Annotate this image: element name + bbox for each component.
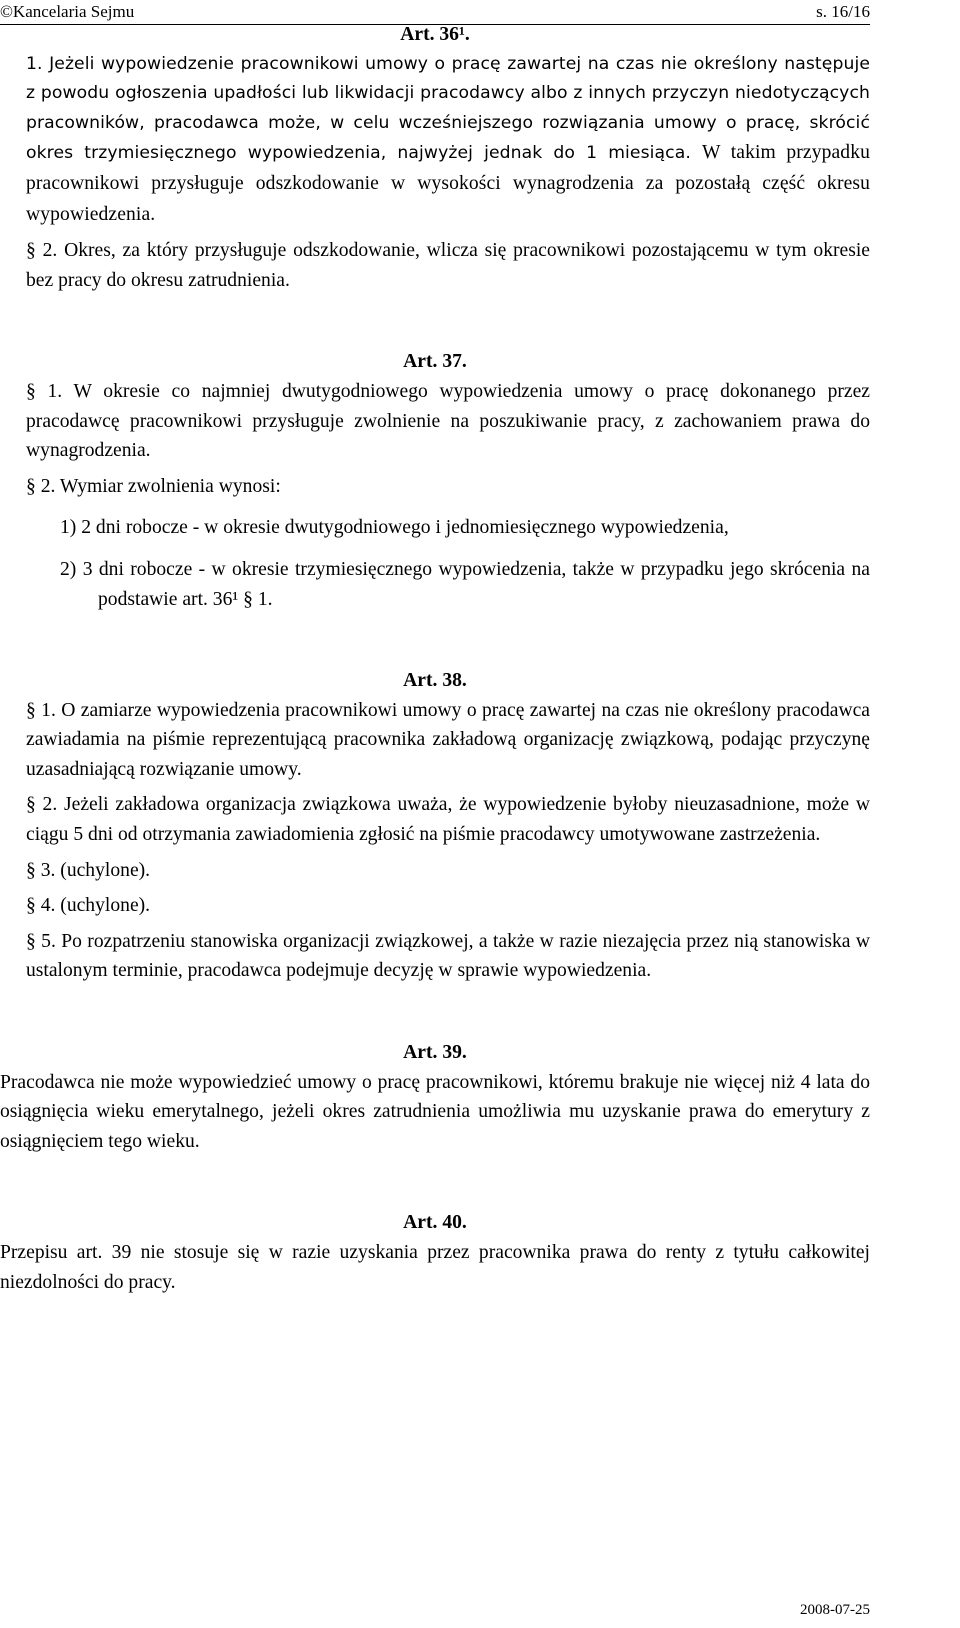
article-38-title: Art. 38. [403,670,467,692]
article-37-item-1: 1) 2 dni robocze - w okresie dwutygodniowego i jednomiesięcznego wypowiedzenia, [60,517,729,539]
article-40-title: Art. 40. [403,1212,467,1234]
article-40-text: Przepisu art. 39 nie stosuje się w razie uzyskania przez pracownika prawa do renty z tytułu całkowitej niezdolności do pracy. [0,1242,870,1293]
article-37-para-1: § 1. W okresie co najmniej dwutygodniowego wypowiedzenia umowy o pracę dokonanego przez pracodawcę pracownikowi przysługuje zwolnienie na poszukiwanie pracy, z zachowaniem prawa do wynagrodzenia. [26,380,870,462]
article-36-1-para-2: § 2. Okres, za który przysługuje odszkodowanie, wlicza się pracownikowi pozostającemu w tym okresie bez pracy do okresu zatrudnienia. [26,240,870,291]
header-source: ©Kancelaria Sejmu [0,2,135,21]
footer-date: 2008-07-25 [800,1602,870,1618]
article-38-para-2: § 2. Jeżeli zakładowa organizacja związkowa uważa, że wypowiedzenie byłoby nieuzasadnione, może w ciągu 5 dni od otrzymania zawiadomienia zgłosić na piśmie pracodawcy umotywowane zastrzeżenia. [26,794,870,846]
article-37-para-2: § 2. Wymiar zwolnienia wynosi: [26,475,281,497]
article-37-item-2: 2) 3 dni robocze - w okresie trzymiesięcznego wypowiedzenia, także w przypadku jego skrócenia na podstawie art. 36¹ § 1. [60,558,870,610]
article-39-title: Art. 39. [403,1042,467,1064]
article-38-para-5: § 5. Po rozpatrzeniu stanowiska organizacji związkowej, a także w razie niezajęcia przez nią stanowiska w ustalonym terminie, pracodawca podejmuje decyzję w sprawie wypowiedzenia. [26,930,870,982]
article-37-title: Art. 37. [403,351,467,373]
header-page-number: s. 16/16 [816,2,870,21]
article-36-1-title: Art. 36¹. [400,24,470,45]
article-38-para-3: § 3. (uchylone). [26,859,151,881]
document-body [0,20,870,1297]
article-36-1-para-1: 1. Jeżeli wypowiedzenie pracownikowi umowy o pracę zawartej na czas nie określony następuje z powodu ogłoszenia upadłości lub likwidacji pracodawcy albo z innych przyczyn niedotyczących pracowników, pracodawca może, w celu wcześniejszego rozwiązania umowy o pracę, skrócić okres trzymiesięcznego wypowiedzenia, najwyżej jednak do 1 miesiąca. W takim przypadku pracownikowi przysługuje odszkodowanie w wysokości wynagrodzenia za pozostałą część okresu wypowiedzenia. [26,53,870,225]
article-38-para-1: § 1. O zamiarze wypowiedzenia pracownikowi umowy o pracę zawartej na czas nie określony pracodawca zawiadamia na piśmie reprezentującą pracownika zakładową organizację związkową, podając przyczynę uzasadniającą rozwiązanie umowy. [26,699,870,780]
article-38-para-4: § 4. (uchylone). [26,895,151,917]
article-39-text: Pracodawca nie może wypowiedzieć umowy o pracę pracownikowi, któremu brakuje nie więcej niż 4 lata do osiągnięcia wieku emerytalnego, jeżeli okres zatrudnienia umożliwia mu uzyskanie prawa do emerytury z osiągnięciem tego wieku. [0,1071,870,1152]
